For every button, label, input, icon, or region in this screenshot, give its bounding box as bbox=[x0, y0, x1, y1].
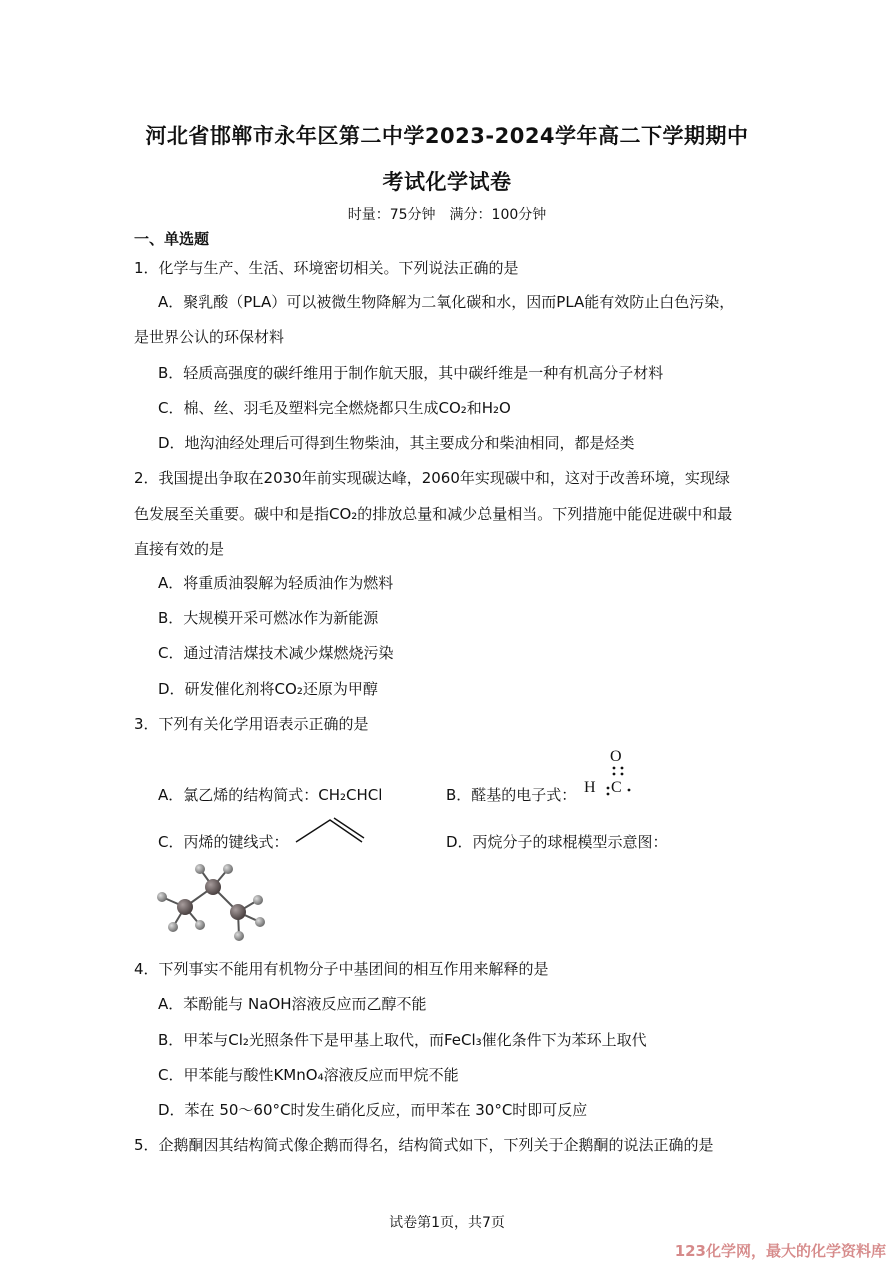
propane-ball-stick-model bbox=[150, 855, 275, 950]
page-footer: 试卷第1页，共7页 bbox=[389, 1215, 505, 1231]
question-4-stem: 4．下列事实不能用有机物分子中基团间的相互作用来解释的是 bbox=[134, 960, 549, 978]
question-3-option-a: A．氯乙烯的结构简式：CH₂CHCl bbox=[158, 786, 383, 804]
question-2-stem-line-2: 色发展至关重要。碳中和是指CO₂的排放总量和减少总量相当。下列措施中能促进碳中和最 bbox=[134, 505, 733, 523]
question-2-option-a: A．将重质油裂解为轻质油作为燃料 bbox=[158, 574, 394, 592]
exam-meta: 时量：75分钟 满分：100分钟 bbox=[347, 207, 547, 223]
question-1-option-b: B．轻质高强度的碳纤维用于制作航天服，其中碳纤维是一种有机高分子材料 bbox=[158, 364, 664, 382]
question-4-option-c: C．甲苯能与酸性KMnO₄溶液反应而甲烷不能 bbox=[158, 1066, 459, 1084]
aldehyde-electron-dots bbox=[596, 760, 636, 800]
section-heading: 一、单选题 bbox=[134, 230, 210, 248]
question-1-stem: 1．化学与生产、生活、环境密切相关。下列说法正确的是 bbox=[134, 259, 519, 277]
question-2-stem-line-1: 2．我国提出争取在2030年前实现碳达峰，2060年实现碳中和，这对于改善环境，实现绿 bbox=[134, 469, 730, 487]
question-3-option-c: C．丙烯的键线式： bbox=[158, 833, 289, 851]
question-1-option-a-line-1: A．聚乳酸（PLA）可以被微生物降解为二氧化碳和水，因而PLA能有效防止白色污染， bbox=[158, 293, 735, 311]
question-2-option-c: C．通过清洁煤技术减少煤燃烧污染 bbox=[158, 644, 394, 662]
aldehyde-oxygen-atom: O bbox=[610, 748, 622, 765]
question-3-option-d: D．丙烷分子的球棍模型示意图： bbox=[446, 833, 668, 851]
question-1-option-c: C．棉、丝、羽毛及塑料完全燃烧都只生成CO₂和H₂O bbox=[158, 399, 511, 417]
question-3-option-b: B．醛基的电子式： bbox=[446, 786, 577, 804]
aldehyde-carbon-atom: C bbox=[611, 779, 622, 796]
question-2-option-d: D．研发催化剂将CO₂还原为甲醇 bbox=[158, 680, 378, 698]
question-2-option-b: B．大规模开采可燃冰作为新能源 bbox=[158, 609, 379, 627]
question-3-stem: 3．下列有关化学用语表示正确的是 bbox=[134, 715, 369, 733]
question-4-option-b: B．甲苯与Cl₂光照条件下是甲基上取代，而FeCl₃催化条件下为苯环上取代 bbox=[158, 1031, 647, 1049]
question-4-option-a: A．苯酚能与 NaOH溶液反应而乙醇不能 bbox=[158, 995, 427, 1013]
question-5-stem: 5．企鹅酮因其结构简式像企鹅而得名，结构简式如下，下列关于企鹅酮的说法正确的是 bbox=[134, 1136, 714, 1154]
exam-title-line-2: 考试化学试卷 bbox=[382, 170, 512, 194]
aldehyde-hydrogen-atom: H bbox=[584, 779, 596, 796]
question-1-option-a-line-2: 是世界公认的环保材料 bbox=[134, 328, 285, 346]
question-1-option-d: D．地沟油经处理后可得到生物柴油，其主要成分和柴油相同，都是烃类 bbox=[158, 434, 635, 452]
question-4-option-d: D．苯在 50～60°C时发生硝化反应，而甲苯在 30°C时即可反应 bbox=[158, 1101, 588, 1119]
exam-title-line-1: 河北省邯郸市永年区第二中学2023-2024学年高二下学期期中 bbox=[145, 124, 749, 148]
watermark-text: 123化学网，最大的化学资料库 bbox=[674, 1242, 886, 1260]
question-2-stem-line-3: 直接有效的是 bbox=[134, 540, 225, 558]
propene-skeletal-formula bbox=[294, 816, 366, 846]
